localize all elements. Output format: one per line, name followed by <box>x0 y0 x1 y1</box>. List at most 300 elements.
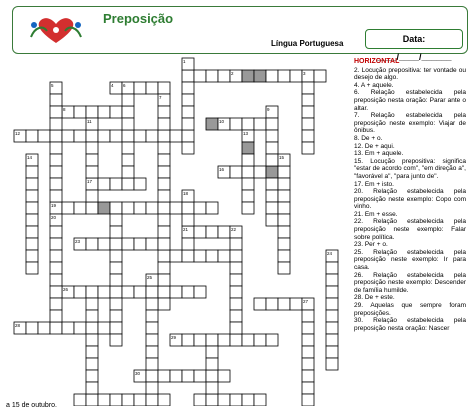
crossword-cell[interactable] <box>290 298 302 310</box>
clue-item: 28. De + este. <box>354 294 395 302</box>
crossword-cell[interactable] <box>98 286 110 298</box>
crossword-cell[interactable] <box>158 178 170 190</box>
crossword-cell[interactable] <box>122 118 134 130</box>
cell-number: 6 <box>123 83 126 88</box>
crossword-cell[interactable] <box>110 202 122 214</box>
cell-number: 13 <box>243 131 249 136</box>
crossword-cell[interactable] <box>98 394 110 406</box>
crossword-cell[interactable] <box>230 310 242 322</box>
crossword-cell[interactable] <box>110 334 122 346</box>
crossword-cell[interactable] <box>194 286 206 298</box>
crossword-cell[interactable] <box>158 166 170 178</box>
crossword-cell[interactable] <box>110 394 122 406</box>
crossword-cell[interactable] <box>170 130 182 142</box>
crossword-cell[interactable] <box>302 370 314 382</box>
crossword-cell[interactable] <box>206 346 218 358</box>
crossword-cell[interactable] <box>278 226 290 238</box>
crossword-cell[interactable] <box>158 106 170 118</box>
crossword-cell[interactable] <box>182 142 194 154</box>
crossword-cell[interactable] <box>26 166 38 178</box>
crossword-cell[interactable] <box>230 250 242 262</box>
crossword-cell[interactable] <box>98 322 110 334</box>
crossword-cell[interactable] <box>206 382 218 394</box>
crossword-cell[interactable] <box>182 334 194 346</box>
crossword-cell[interactable] <box>158 274 170 286</box>
cell-number: 8 <box>63 107 66 112</box>
crossword-cell[interactable] <box>302 106 314 118</box>
crossword-cell[interactable] <box>194 334 206 346</box>
crossword-cell[interactable] <box>50 142 62 154</box>
crossword-cell[interactable] <box>50 250 62 262</box>
crossword-cell[interactable] <box>302 130 314 142</box>
crossword-cell[interactable] <box>290 70 302 82</box>
crossword-cell[interactable] <box>254 298 266 310</box>
crossword-cell[interactable] <box>110 322 122 334</box>
cell-number: 3 <box>303 71 306 76</box>
crossword-cell[interactable] <box>26 262 38 274</box>
crossword-cell[interactable] <box>182 70 194 82</box>
crossword-cell[interactable] <box>74 322 86 334</box>
crossword-cell[interactable] <box>302 394 314 406</box>
crossword-cell[interactable] <box>278 298 290 310</box>
cell-number: 25 <box>147 275 153 280</box>
crossword-cell[interactable] <box>134 286 146 298</box>
crossword-cell[interactable] <box>86 322 98 334</box>
clue-item: 22. Relação estabelecida pela preposição neste exemplo: Falar sobre política. <box>354 218 466 241</box>
crossword-cell[interactable] <box>110 250 122 262</box>
crossword-cell[interactable] <box>146 286 158 298</box>
crossword-cell[interactable] <box>206 202 218 214</box>
crossword-cell[interactable] <box>230 166 242 178</box>
crossword-cell[interactable] <box>110 106 122 118</box>
crossword-cell[interactable] <box>122 286 134 298</box>
crossword-cell[interactable] <box>50 322 62 334</box>
crossword-cell[interactable] <box>146 346 158 358</box>
crossword-cell[interactable] <box>98 130 110 142</box>
crossword-cell[interactable] <box>50 118 62 130</box>
crossword-cell[interactable] <box>26 238 38 250</box>
crossword-cell[interactable] <box>302 118 314 130</box>
crossword-cell[interactable] <box>266 130 278 142</box>
crossword-cell[interactable] <box>158 286 170 298</box>
crossword-cell[interactable] <box>182 118 194 130</box>
crossword-cell[interactable] <box>302 82 314 94</box>
crossword-cell[interactable] <box>314 70 326 82</box>
crossword-cell[interactable] <box>122 106 134 118</box>
crossword-cell[interactable] <box>86 142 98 154</box>
crossword-cell[interactable] <box>242 70 254 82</box>
crossword-cell[interactable] <box>194 70 206 82</box>
crossword-cell[interactable] <box>158 130 170 142</box>
cell-number: 2 <box>231 71 234 76</box>
crossword-cell[interactable] <box>74 286 86 298</box>
crossword-cell[interactable] <box>122 154 134 166</box>
crossword-cell[interactable] <box>278 238 290 250</box>
crossword-cell[interactable] <box>158 226 170 238</box>
clue-list <box>354 58 466 410</box>
crossword-cell[interactable] <box>278 70 290 82</box>
crossword-cell[interactable] <box>242 154 254 166</box>
crossword-cell[interactable] <box>182 130 194 142</box>
crossword-cell[interactable] <box>266 154 278 166</box>
crossword-cell[interactable] <box>278 214 290 226</box>
crossword-cell[interactable] <box>26 130 38 142</box>
cell-number: 14 <box>27 155 33 160</box>
crossword-cell[interactable] <box>302 346 314 358</box>
crossword-cell[interactable] <box>110 238 122 250</box>
crossword-cell[interactable] <box>254 166 266 178</box>
crossword-cell[interactable] <box>146 322 158 334</box>
crossword-cell[interactable] <box>230 118 242 130</box>
crossword-cell[interactable] <box>302 142 314 154</box>
crossword-cell[interactable] <box>194 394 206 406</box>
cell-number: 16 <box>219 167 225 172</box>
clue-continuation: a 15 de outubro. <box>6 402 57 409</box>
page-title: Preposição <box>103 11 174 26</box>
crossword-cell[interactable] <box>266 202 278 214</box>
crossword-cell[interactable] <box>50 238 62 250</box>
crossword-cell[interactable] <box>134 178 146 190</box>
crossword-cell[interactable] <box>158 214 170 226</box>
clue-item: 26. Relação estabelecida pela preposição neste exemplo: Descender de família humilde. <box>354 271 466 294</box>
crossword-cell[interactable] <box>98 178 110 190</box>
crossword-cell[interactable] <box>62 130 74 142</box>
crossword-cell[interactable] <box>230 334 242 346</box>
crossword-cell[interactable] <box>326 358 338 370</box>
crossword-cell[interactable] <box>86 154 98 166</box>
crossword-cell[interactable] <box>230 322 242 334</box>
crossword-cell[interactable] <box>278 202 290 214</box>
crossword-cell[interactable] <box>50 226 62 238</box>
crossword-cell[interactable] <box>242 190 254 202</box>
crossword-cell[interactable] <box>158 250 170 262</box>
crossword-cell[interactable] <box>218 370 230 382</box>
crossword-cell[interactable] <box>50 274 62 286</box>
crossword-cell[interactable] <box>50 262 62 274</box>
subject-label: Língua Portuguesa <box>271 39 344 48</box>
cell-number: 20 <box>51 215 57 220</box>
crossword-cell[interactable] <box>182 238 194 250</box>
clue-item: 30. Relação estabelecida pela preposição nesta oração: Nascer <box>354 317 466 332</box>
crossword-cell[interactable] <box>206 250 218 262</box>
crossword-cell[interactable] <box>182 286 194 298</box>
crossword-cell[interactable] <box>302 322 314 334</box>
crossword-cell[interactable] <box>158 370 170 382</box>
crossword-cell[interactable] <box>110 274 122 286</box>
crossword-cell[interactable] <box>158 202 170 214</box>
crossword-cell[interactable] <box>110 178 122 190</box>
crossword-cell[interactable] <box>134 82 146 94</box>
cell-number: 27 <box>303 299 309 304</box>
crossword-cell[interactable] <box>86 310 98 322</box>
crossword-cell[interactable] <box>278 262 290 274</box>
crossword-cell[interactable] <box>122 166 134 178</box>
cell-number: 24 <box>327 251 333 256</box>
crossword-cell[interactable] <box>146 130 158 142</box>
crossword-cell[interactable] <box>110 130 122 142</box>
crossword-cell[interactable] <box>194 250 206 262</box>
crossword-cell[interactable] <box>122 94 134 106</box>
cell-number: 30 <box>135 371 141 376</box>
cell-number: 11 <box>87 119 92 124</box>
crossword-cell[interactable] <box>218 226 230 238</box>
crossword-cell[interactable] <box>26 202 38 214</box>
crossword-cell[interactable] <box>266 190 278 202</box>
cell-number: 23 <box>75 239 81 244</box>
crossword-cell[interactable] <box>50 310 62 322</box>
clue-item: 21. Em + esse. <box>354 210 398 218</box>
crossword-cell[interactable] <box>98 106 110 118</box>
clue-item: 29. Aquelas que sempre foram preposições. <box>354 302 466 317</box>
crossword-cell[interactable] <box>74 130 86 142</box>
crossword-cell[interactable] <box>218 70 230 82</box>
clue-item: 17. Em + isto. <box>354 180 394 188</box>
crossword-cell[interactable] <box>74 202 86 214</box>
crossword-cell[interactable] <box>158 154 170 166</box>
crossword-cell[interactable] <box>206 226 218 238</box>
crossword-cell[interactable] <box>242 334 254 346</box>
crossword-cell[interactable] <box>158 118 170 130</box>
crossword-cell[interactable] <box>110 286 122 298</box>
crossword-cell[interactable] <box>218 334 230 346</box>
crossword-cell[interactable] <box>86 130 98 142</box>
crossword-cell[interactable] <box>206 118 218 130</box>
crossword-cell[interactable] <box>26 226 38 238</box>
crossword-cell[interactable] <box>26 190 38 202</box>
crossword-cell[interactable] <box>146 370 158 382</box>
crossword-cell[interactable] <box>158 142 170 154</box>
crossword-cell[interactable] <box>182 82 194 94</box>
crossword-cell[interactable] <box>50 166 62 178</box>
crossword-cell[interactable] <box>134 394 146 406</box>
crossword-cell[interactable] <box>98 202 110 214</box>
crossword-cell[interactable] <box>158 82 170 94</box>
crossword-cell[interactable] <box>50 94 62 106</box>
crossword-cell[interactable] <box>86 370 98 382</box>
crossword-cell[interactable] <box>86 358 98 370</box>
crossword-cell[interactable] <box>182 214 194 226</box>
crossword-cell[interactable] <box>278 178 290 190</box>
crossword-cell[interactable] <box>266 334 278 346</box>
crossword-cell[interactable] <box>206 70 218 82</box>
crossword-cell[interactable] <box>242 394 254 406</box>
cell-number: 7 <box>159 95 162 100</box>
crossword-cell[interactable] <box>134 202 146 214</box>
crossword-cell[interactable] <box>122 238 134 250</box>
crossword-cell[interactable] <box>242 166 254 178</box>
crossword-cell[interactable] <box>182 202 194 214</box>
crossword-cell[interactable] <box>170 250 182 262</box>
crossword-cell[interactable] <box>146 394 158 406</box>
clue-item: 4. A + aquele. <box>354 81 394 89</box>
crossword-cell[interactable] <box>230 238 242 250</box>
crossword-cell[interactable] <box>170 202 182 214</box>
cell-number: 28 <box>15 323 21 328</box>
crossword-cell[interactable] <box>62 322 74 334</box>
crossword-cell[interactable] <box>278 190 290 202</box>
cell-number: 5 <box>51 83 54 88</box>
crossword-cell[interactable] <box>146 310 158 322</box>
crossword-cell[interactable] <box>86 166 98 178</box>
crossword-cell[interactable] <box>206 334 218 346</box>
crossword-cell[interactable] <box>50 298 62 310</box>
crossword-cell[interactable] <box>50 286 62 298</box>
crossword-cell[interactable] <box>254 70 266 82</box>
crossword-cell[interactable] <box>26 214 38 226</box>
crossword-cell[interactable] <box>26 250 38 262</box>
crossword-cell[interactable] <box>50 190 62 202</box>
crossword-cell[interactable] <box>194 226 206 238</box>
crossword-cell[interactable] <box>326 274 338 286</box>
crossword-cell[interactable] <box>146 382 158 394</box>
crossword-cell[interactable] <box>278 166 290 178</box>
cell-number: 22 <box>231 227 237 232</box>
crossword-cell[interactable] <box>326 334 338 346</box>
decorative-logo-icon <box>21 13 91 47</box>
crossword-cell[interactable] <box>206 358 218 370</box>
cell-number: 29 <box>171 335 177 340</box>
crossword-cell[interactable] <box>218 394 230 406</box>
crossword-cell[interactable] <box>110 262 122 274</box>
crossword-cell[interactable] <box>50 106 62 118</box>
cell-number: 1 <box>183 59 186 64</box>
crossword-cell[interactable] <box>122 130 134 142</box>
crossword-cell[interactable] <box>38 130 50 142</box>
crossword-cell[interactable] <box>266 214 278 226</box>
crossword-cell[interactable] <box>242 142 254 154</box>
crossword-cell[interactable] <box>170 370 182 382</box>
crossword-cell[interactable] <box>194 202 206 214</box>
crossword-cell[interactable] <box>326 310 338 322</box>
crossword-cell[interactable] <box>158 394 170 406</box>
crossword-cell[interactable] <box>242 202 254 214</box>
crossword-cell[interactable] <box>266 70 278 82</box>
crossword-cell[interactable] <box>266 178 278 190</box>
crossword-cell[interactable] <box>326 298 338 310</box>
crossword-cell[interactable] <box>326 322 338 334</box>
clue-item: 23. Per + o. <box>354 241 388 249</box>
crossword-cell[interactable] <box>230 274 242 286</box>
crossword-cell[interactable] <box>134 238 146 250</box>
crossword-cell[interactable] <box>266 142 278 154</box>
crossword-cell[interactable] <box>182 370 194 382</box>
clue-item: 12. De + aqui. <box>354 142 395 150</box>
crossword-cell[interactable] <box>86 190 98 202</box>
crossword-cell[interactable] <box>230 298 242 310</box>
crossword-cell[interactable] <box>146 298 158 310</box>
crossword-cell[interactable] <box>86 382 98 394</box>
crossword-cell[interactable] <box>254 394 266 406</box>
cell-number: 10 <box>219 119 225 124</box>
crossword-cell[interactable] <box>230 286 242 298</box>
crossword-cell[interactable] <box>122 178 134 190</box>
crossword-cell[interactable] <box>110 298 122 310</box>
crossword-cell[interactable] <box>242 178 254 190</box>
crossword-cell[interactable] <box>158 298 170 310</box>
crossword-cell[interactable] <box>182 94 194 106</box>
crossword-cell[interactable] <box>266 166 278 178</box>
crossword-cell[interactable] <box>266 298 278 310</box>
crossword-cell[interactable] <box>134 130 146 142</box>
crossword-cell[interactable] <box>122 142 134 154</box>
crossword-cell[interactable] <box>302 94 314 106</box>
crossword-cell[interactable] <box>74 106 86 118</box>
cell-number: 9 <box>267 107 270 112</box>
crossword-grid <box>12 56 350 406</box>
crossword-cell[interactable] <box>86 298 98 310</box>
crossword-cell[interactable] <box>26 322 38 334</box>
crossword-cell[interactable] <box>86 346 98 358</box>
crossword-cell[interactable] <box>158 262 170 274</box>
clue-heading: HORIZONTAL <box>354 58 400 65</box>
cell-number: 18 <box>183 191 189 196</box>
crossword-cell[interactable] <box>146 334 158 346</box>
crossword-cell[interactable] <box>278 250 290 262</box>
crossword-cell[interactable] <box>26 178 38 190</box>
clue-item: 25. Relação estabelecida pela preposição neste exemplo: Ir para casa. <box>354 248 466 272</box>
crossword-cell[interactable] <box>86 106 98 118</box>
crossword-cell[interactable] <box>62 202 74 214</box>
crossword-cell[interactable] <box>110 226 122 238</box>
crossword-cell[interactable] <box>110 310 122 322</box>
date-field[interactable]: Data: ____/____/______ <box>365 29 463 49</box>
crossword-cell[interactable] <box>230 262 242 274</box>
crossword-cell[interactable] <box>170 286 182 298</box>
crossword-cell[interactable] <box>206 370 218 382</box>
crossword-cell[interactable] <box>206 394 218 406</box>
crossword-cell[interactable] <box>158 190 170 202</box>
crossword-cell[interactable] <box>86 202 98 214</box>
crossword-cell[interactable] <box>302 334 314 346</box>
crossword-cell[interactable] <box>146 202 158 214</box>
crossword-cell[interactable] <box>182 250 194 262</box>
crossword-cell[interactable] <box>182 106 194 118</box>
crossword-cell[interactable] <box>38 322 50 334</box>
crossword-cell[interactable] <box>50 130 62 142</box>
crossword-cell[interactable] <box>122 202 134 214</box>
crossword-cell[interactable] <box>50 154 62 166</box>
crossword-cell[interactable] <box>218 250 230 262</box>
crossword-cell[interactable] <box>230 394 242 406</box>
crossword-cell[interactable] <box>302 310 314 322</box>
crossword-cell[interactable] <box>242 118 254 130</box>
crossword-cell[interactable] <box>50 178 62 190</box>
crossword-cell[interactable] <box>86 238 98 250</box>
clue-item: 2. Locução prepositiva: ter vontade ou desejo de algo. <box>354 66 466 82</box>
crossword-cell[interactable] <box>86 394 98 406</box>
crossword-cell[interactable] <box>110 214 122 226</box>
crossword-cell[interactable] <box>122 394 134 406</box>
crossword-cell[interactable] <box>302 358 314 370</box>
crossword-cell[interactable] <box>98 238 110 250</box>
crossword-cell[interactable] <box>146 358 158 370</box>
crossword-cell[interactable] <box>194 370 206 382</box>
crossword-cell[interactable] <box>86 286 98 298</box>
crossword-cell[interactable] <box>254 334 266 346</box>
crossword-cell[interactable] <box>86 334 98 346</box>
crossword-cell[interactable] <box>254 118 266 130</box>
crossword-cell[interactable] <box>146 238 158 250</box>
crossword-cell[interactable] <box>146 82 158 94</box>
crossword-cell[interactable] <box>302 382 314 394</box>
crossword-cell[interactable] <box>326 286 338 298</box>
crossword-cell[interactable] <box>158 238 170 250</box>
crossword-cell[interactable] <box>74 394 86 406</box>
cell-number: 12 <box>15 131 21 136</box>
crossword-cell[interactable] <box>266 118 278 130</box>
crossword-cell[interactable] <box>326 346 338 358</box>
crossword-cell[interactable] <box>326 262 338 274</box>
